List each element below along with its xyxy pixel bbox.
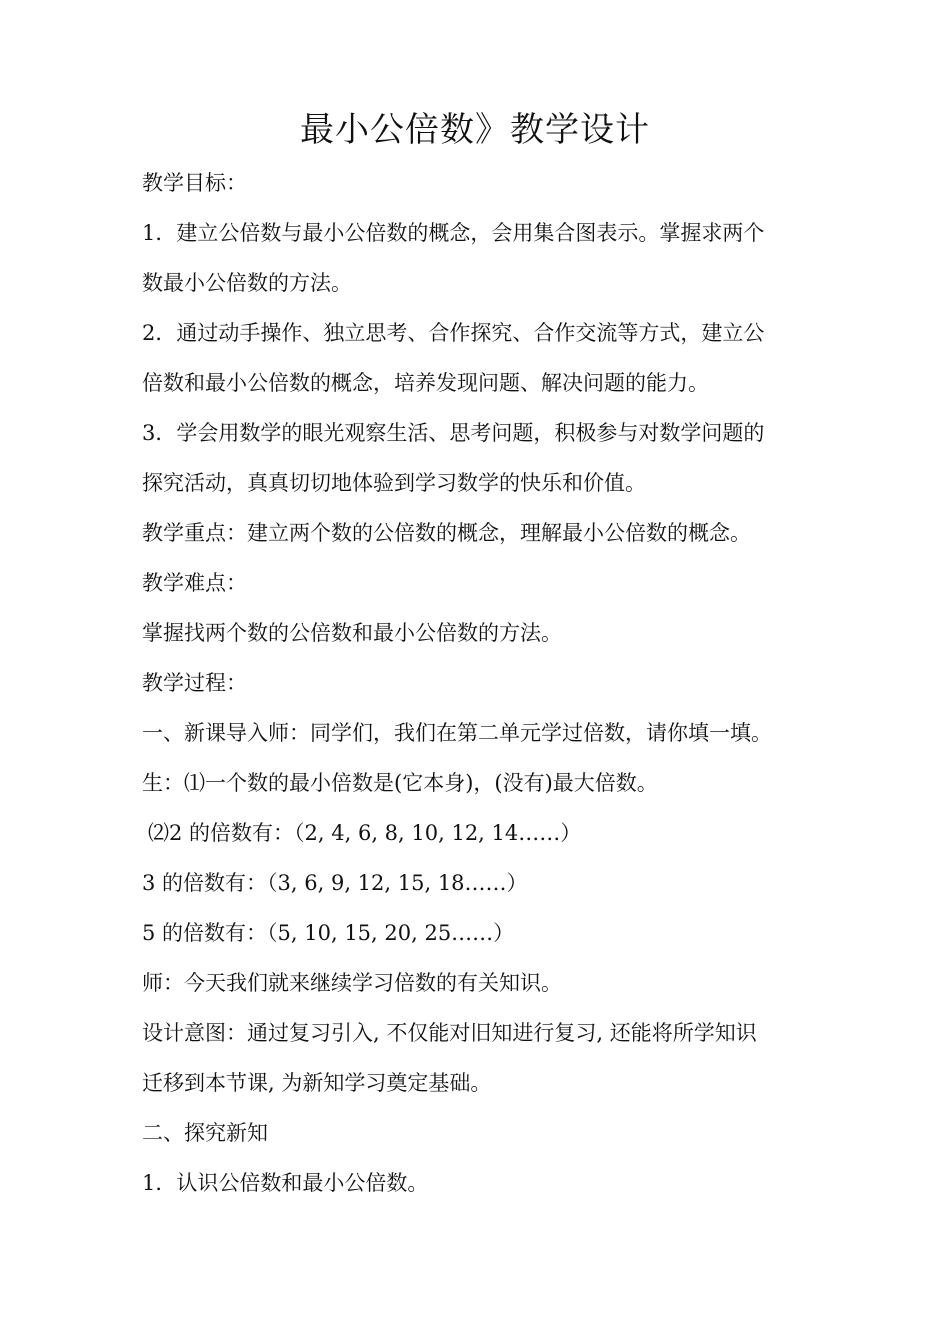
student-answer-1: 生：⑴一个数的最小倍数是(它本身)，(没有)最大倍数。 [142, 771, 658, 795]
objective-1-line-1: 1．建立公倍数与最小公倍数的概念，会用集合图表示。掌握求两个 [142, 221, 765, 245]
objective-1-line-2: 数最小公倍数的方法。 [142, 271, 352, 295]
explore-item-1: 1．认识公倍数和最小公倍数。 [142, 1171, 429, 1195]
heading-process: 教学过程： [142, 671, 247, 695]
teacher-line: 师：今天我们就来继续学习倍数的有关知识。 [142, 971, 562, 995]
heading-difficulty: 教学难点： [142, 571, 247, 595]
design-intent-line-2: 迁移到本节课, 为新知学习奠定基础。 [142, 1071, 492, 1095]
multiples-of-2: ⑵2 的倍数有：（2, 4, 6, 8, 10, 12, 14……） [148, 821, 582, 845]
document-title: 最小公倍数》教学设计 [300, 110, 650, 150]
multiples-of-5: 5 的倍数有：（5, 10, 15, 20, 25……） [142, 921, 515, 945]
heading-objectives: 教学目标： [142, 171, 247, 195]
design-intent-line-1: 设计意图：通过复习引入, 不仅能对旧知进行复习, 还能将所学知识 [142, 1021, 757, 1045]
objective-2-line-1: 2．通过动手操作、独立思考、合作探究、合作交流等方式，建立公 [142, 321, 765, 345]
key-point: 教学重点：建立两个数的公倍数的概念，理解最小公倍数的概念。 [142, 521, 751, 545]
multiples-of-3: 3 的倍数有：（3, 6, 9, 12, 15, 18……） [142, 871, 528, 895]
difficulty-text: 掌握找两个数的公倍数和最小公倍数的方法。 [142, 621, 562, 645]
intro-line: 一、新课导入师：同学们，我们在第二单元学过倍数，请你填一填。 [142, 721, 772, 745]
objective-2-line-2: 倍数和最小公倍数的概念，培养发现问题、解决问题的能力。 [142, 371, 709, 395]
objective-3-line-1: 3．学会用数学的眼光观察生活、思考问题，积极参与对数学问题的 [142, 421, 765, 445]
heading-explore: 二、探究新知 [142, 1121, 268, 1145]
objective-3-line-2: 探究活动，真真切切地体验到学习数学的快乐和价值。 [142, 471, 646, 495]
